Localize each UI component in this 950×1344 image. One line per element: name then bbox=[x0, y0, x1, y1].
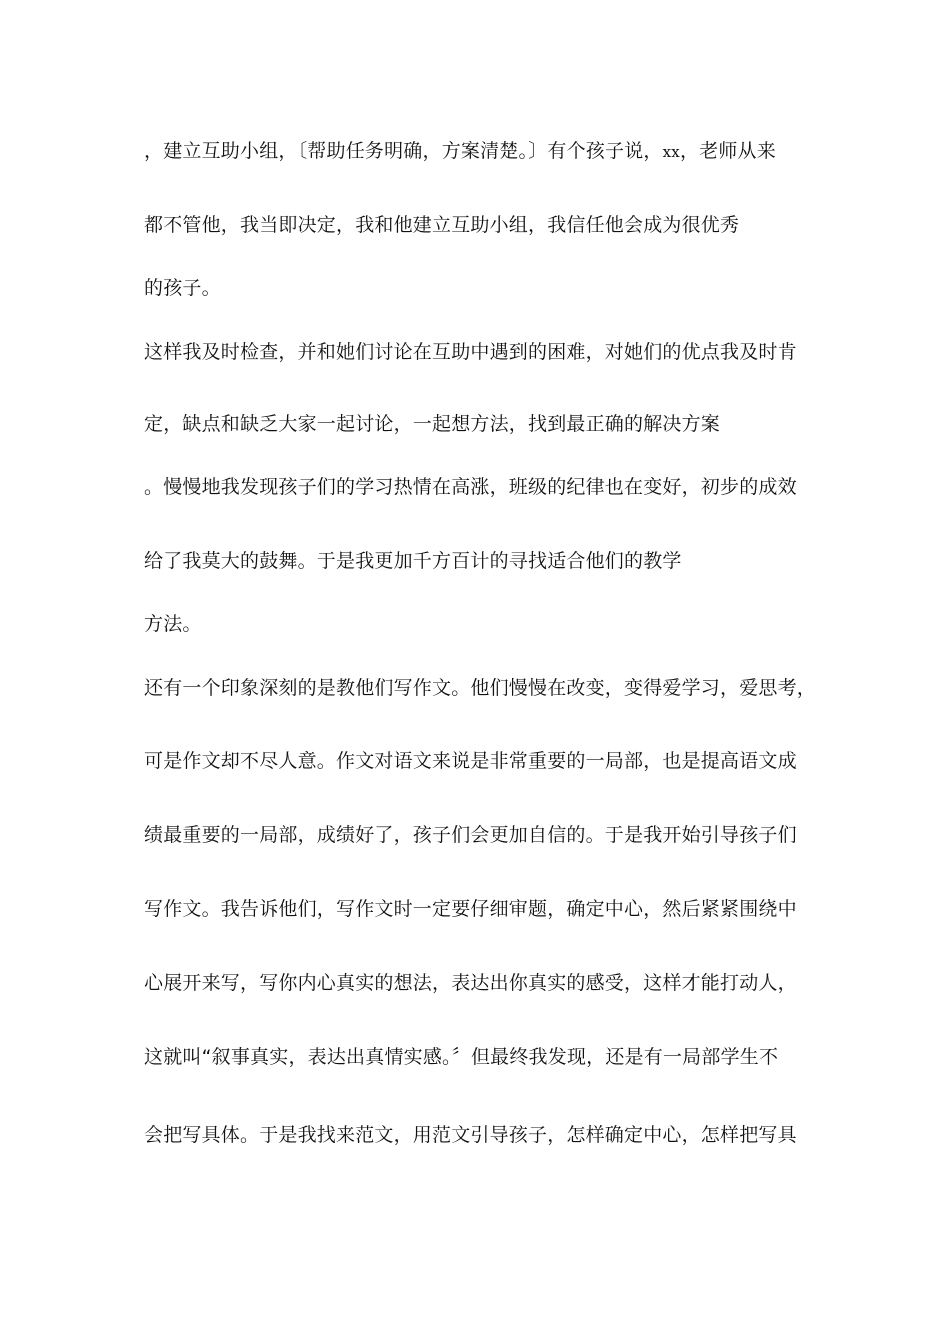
text-line-12: 写作文。我告诉他们，写作文时一定要仔细审题，确定中心，然后紧紧围绕中 bbox=[144, 898, 797, 920]
text-line-3: 的孩子。 bbox=[144, 277, 221, 299]
text-line-8: 方法。 bbox=[144, 613, 202, 635]
text-line-14: 这就叫“叙事真实，表达出真情实感。〞但最终我发现，还是有一局部学生不 bbox=[144, 1046, 779, 1068]
text-line-2: 都不管他，我当即决定，我和他建立互助小组，我信任他会成为很优秀 bbox=[144, 214, 740, 236]
text-line-15: 会把写具体。于是我找来范文，用范文引导孩子，怎样确定中心，怎样把写具 bbox=[144, 1124, 797, 1146]
text-line-13: 心展开来写，写你内心真实的想法，表达出你真实的感受，这样才能打动人， bbox=[144, 972, 797, 994]
text-line-1 bbox=[144, 139, 824, 164]
text-line-5: 定，缺点和缺乏大家一起讨论，一起想方法，找到最正确的解决方案 bbox=[144, 413, 721, 435]
text-line-6: 。慢慢地我发现孩子们的学习热情在高涨，班级的纪律也在变好，初步的成效 bbox=[144, 476, 797, 498]
text-line-4: 这样我及时检查，并和她们讨论在互助中遇到的困难，对她们的优点我及时肯 bbox=[144, 341, 797, 363]
placeholder-text: xx bbox=[662, 143, 680, 161]
text-line-10: 可是作文却不尽人意。作文对语文来说是非常重要的一局部，也是提高语文成 bbox=[144, 750, 797, 772]
text-line-7: 给了我莫大的鼓舞。于是我更加千方百计的寻找适合他们的教学 bbox=[144, 550, 682, 572]
text-segment: ，建立互助小组，〔帮助任务明确，方案清楚。〕有个孩子说， bbox=[144, 140, 663, 162]
text-line-11: 绩最重要的一局部，成绩好了，孩子们会更加自信的。于是我开始引导孩子们 bbox=[144, 824, 797, 846]
text-segment: ，老师从来 bbox=[679, 140, 776, 162]
text-line-9: 还有一个印象深刻的是教他们写作文。他们慢慢在改变，变得爱学习，爱思考， bbox=[144, 677, 817, 699]
